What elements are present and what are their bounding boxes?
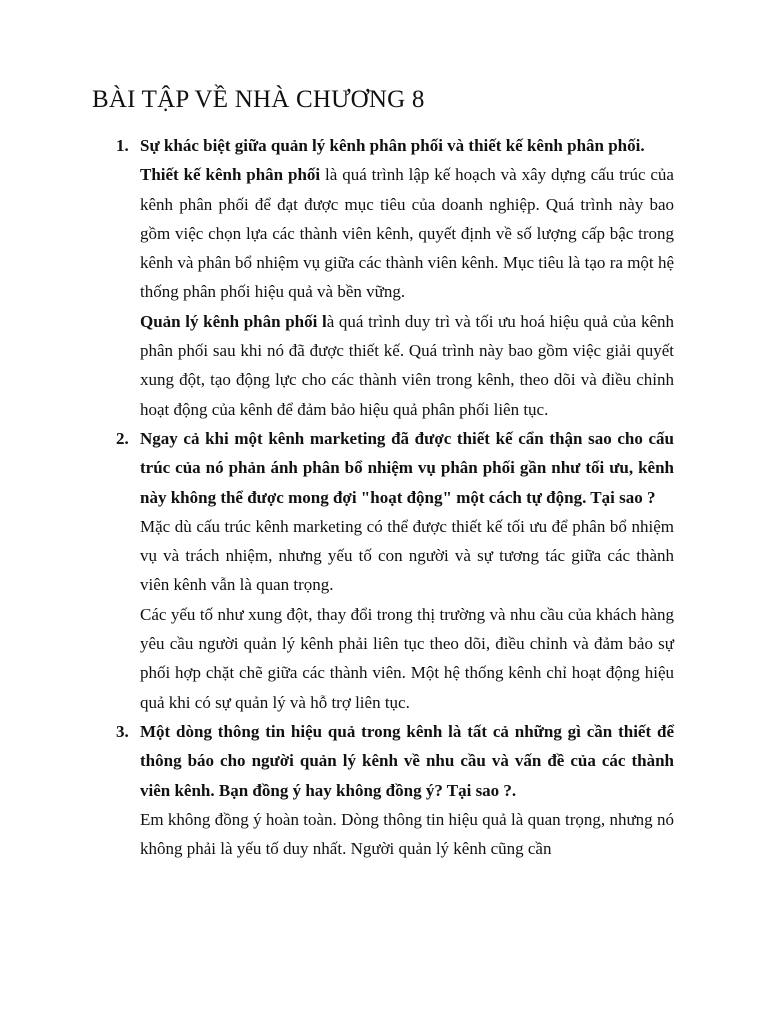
question-item-2 — [110, 424, 674, 717]
question-number: 3. — [116, 721, 129, 741]
question-text: Một dòng thông tin hiệu quả trong kênh là tất cả những gì cần thiết để thông báo cho người quản lý kênh về nhu cầu và vấn đề của các thành viên kênh. Bạn đồng ý hay không đồng ý? Tại sao ?. — [140, 721, 674, 800]
question-number: 2. — [116, 428, 129, 448]
answer-text: à quá trình duy trì và tối ưu hoá hiệu quả của kênh phân phối sau khi nó đã được thiết kế. Quá trình này bao gồm việc giải quyết xung đột, tạo động lực cho các thành viên trong kênh, theo dõi và điều chỉnh hoạt động của kênh để đảm bảo hiệu quả phân phối liên tục. — [140, 311, 675, 419]
question-list — [110, 131, 674, 863]
question-item-1 — [110, 131, 674, 424]
answer-term: Thiết kế kênh phân phối — [140, 165, 321, 185]
question-item-3 — [110, 717, 674, 863]
answer-paragraph: Mặc dù cấu trúc kênh marketing có thể được thiết kế tối ưu để phân bổ nhiệm vụ và trách nhiệm, nhưng yếu tố con người và sự tương tác giữa các thành viên kênh vẫn là quan trọng. — [140, 516, 674, 595]
answer-paragraph: Các yếu tố như xung đột, thay đổi trong thị trường và nhu cầu của khách hàng yêu cầu người quản lý kênh phải liên tục theo dõi, điều chỉnh và đảm bảo sự phối hợp chặt chẽ giữa các thành viên. Một hệ thống kênh chỉ hoạt động hiệu quả khi có sự quản lý và hỗ trợ liên tục. — [140, 604, 674, 712]
document-title: BÀI TẬP VỀ NHÀ CHƯƠNG 8 — [92, 86, 425, 113]
answer-paragraph — [140, 307, 674, 424]
question-text: Sự khác biệt giữa quản lý kênh phân phối và thiết kế kênh phân phối. — [140, 136, 645, 155]
answer-paragraph — [140, 160, 674, 306]
question-text: Ngay cả khi một kênh marketing đã được thiết kế cẩn thận sao cho cấu trúc của nó phản ánh phân bổ nhiệm vụ phân phối gần như tối ưu, kênh này không thể được mong đợi "hoạt động" một cách tự động. Tại sao ? — [140, 428, 674, 507]
answer-term: Quản lý kênh phân phối l — [140, 311, 327, 331]
answer-text: là quá trình lập kế hoạch và xây dựng cấu trúc của kênh phân phối để đạt được mục tiêu của doanh nghiệp. Quá trình này bao gồm việc chọn lựa các thành viên kênh, quyết định về số lượng cấp bậc trong kênh và phân bổ nhiệm vụ giữa các thành viên kênh. Mục tiêu là tạo ra một hệ thống phân phối hiệu quả và bền vững. — [140, 165, 674, 302]
question-number: 1. — [116, 136, 129, 155]
answer-paragraph: Em không đồng ý hoàn toàn. Dòng thông tin hiệu quả là quan trọng, nhưng nó không phải là yếu tố duy nhất. Người quản lý kênh cũng cần — [140, 809, 674, 859]
